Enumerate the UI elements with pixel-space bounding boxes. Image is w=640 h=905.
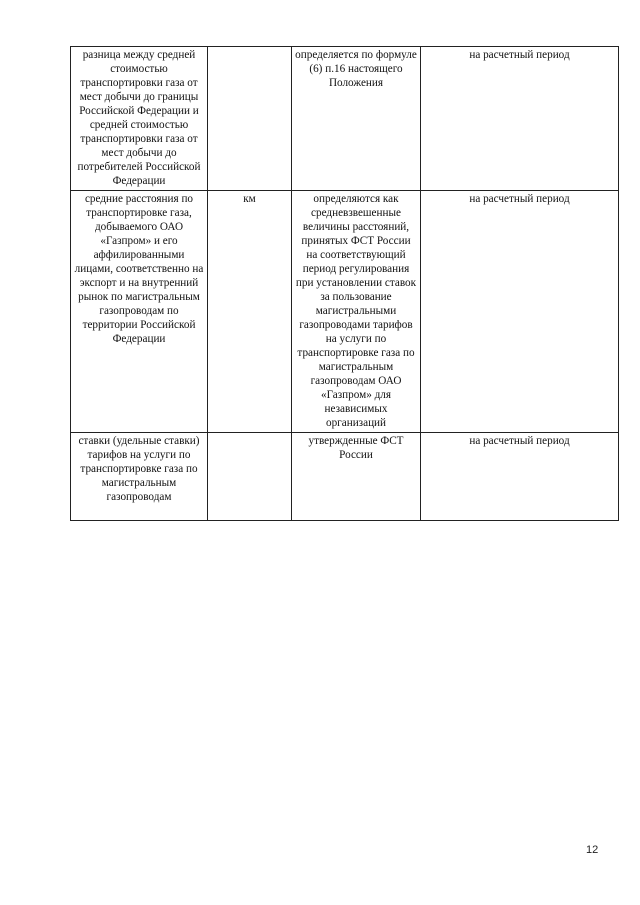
source-cell: определяются как средневзвешенные величины расстояний, принятых ФСТ России на соответствующий период регулирования при установлении ставок за пользование магистральными газопроводами тарифов на услуги по транспортировке газа по магистральным газопроводам ОАО «Газпром» для независимых организаций	[292, 191, 421, 433]
table-row	[71, 191, 619, 433]
period-cell: на расчетный период	[421, 433, 619, 521]
source-cell: утвержденные ФСТ России	[292, 433, 421, 521]
period-cell: на расчетный период	[421, 191, 619, 433]
parameter-cell: средние расстояния по транспортировке газа, добываемого ОАО «Газпром» и его аффилированными лицами, соответственно на экспорт и на внутренний рынок по магистральным газопроводам по территории Российской Федерации	[71, 191, 208, 433]
unit-cell: км	[208, 191, 292, 433]
page-number: 12	[586, 844, 599, 856]
source-cell: определяется по формуле (6) п.16 настоящего Положения	[292, 47, 421, 191]
parameters-table	[70, 46, 619, 521]
unit-cell	[208, 433, 292, 521]
table-row	[71, 433, 619, 521]
table-row	[71, 47, 619, 191]
parameter-cell: разница между средней стоимостью транспортировки газа от мест добычи до границы Российской Федерации и средней стоимостью транспортировки газа от мест добычи до потребителей Российской Федерации	[71, 47, 208, 191]
unit-cell	[208, 47, 292, 191]
parameter-cell: ставки (удельные ставки) тарифов на услуги по транспортировке газа по магистральным газопроводам	[71, 433, 208, 521]
period-cell: на расчетный период	[421, 47, 619, 191]
